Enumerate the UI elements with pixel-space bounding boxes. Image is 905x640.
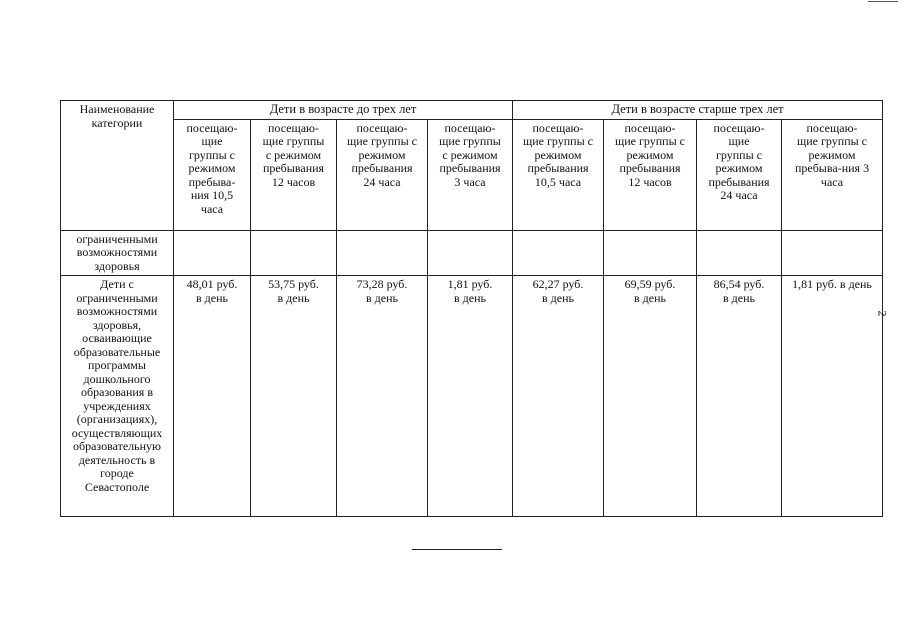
rate-cell: 69,59 руб. в день	[604, 276, 697, 517]
table-row	[61, 230, 883, 276]
table-cell	[782, 230, 883, 276]
group-header-row	[61, 101, 883, 120]
footnote-separator	[412, 549, 502, 550]
rate-cell: 53,75 руб. в день	[251, 276, 337, 517]
table-row	[61, 276, 883, 517]
column-header: посещаю- щие группы с режимом пребывания 12 часов	[251, 119, 337, 230]
rate-cell: 1,81 руб. в день	[428, 276, 513, 517]
table-cell	[604, 230, 697, 276]
column-header: посещаю- щие группы с режимом пребывания 24 часа	[337, 119, 428, 230]
rate-cell: 1,81 руб. в день	[782, 276, 883, 517]
rate-cell: 62,27 руб. в день	[513, 276, 604, 517]
column-header: посещаю- щие группы с режимом пребывания 3 часа	[428, 119, 513, 230]
over-three-group-header: Дети в возрасте старше трех лет	[513, 101, 883, 120]
table-cell	[513, 230, 604, 276]
rate-cell: 48,01 руб. в день	[174, 276, 251, 517]
scan-corner-line	[868, 1, 898, 2]
tariff-table	[60, 100, 883, 517]
rate-cell: 73,28 руб. в день	[337, 276, 428, 517]
table-cell	[251, 230, 337, 276]
row-label: ограниченными возможностями здоровья	[61, 230, 174, 276]
table-cell	[697, 230, 782, 276]
column-header-row	[61, 119, 883, 230]
column-header: посещаю- щие группы с режимом пребывания 24 часа	[697, 119, 782, 230]
column-header: посещаю- щие группы с режимом пребыва- ния 10,5 часа	[174, 119, 251, 230]
column-header: посещаю- щие группы с режимом пребыва-ния 3 часа	[782, 119, 883, 230]
column-header: посещаю- щие группы с режимом пребывания 12 часов	[604, 119, 697, 230]
table-cell	[428, 230, 513, 276]
page-number: 2	[875, 310, 890, 317]
row-label: Дети с ограниченными возможностями здоровья, осваивающие образовательные программы дошкольного образования в учреждениях (организациях), осуществляющих образовательную деятельность в городе Севастополе	[61, 276, 174, 517]
rate-cell: 86,54 руб. в день	[697, 276, 782, 517]
category-name-header: Наименование категории	[61, 101, 174, 231]
under-three-group-header: Дети в возрасте до трех лет	[174, 101, 513, 120]
table-cell	[174, 230, 251, 276]
table-cell	[337, 230, 428, 276]
column-header: посещаю- щие группы с режимом пребывания 10,5 часа	[513, 119, 604, 230]
